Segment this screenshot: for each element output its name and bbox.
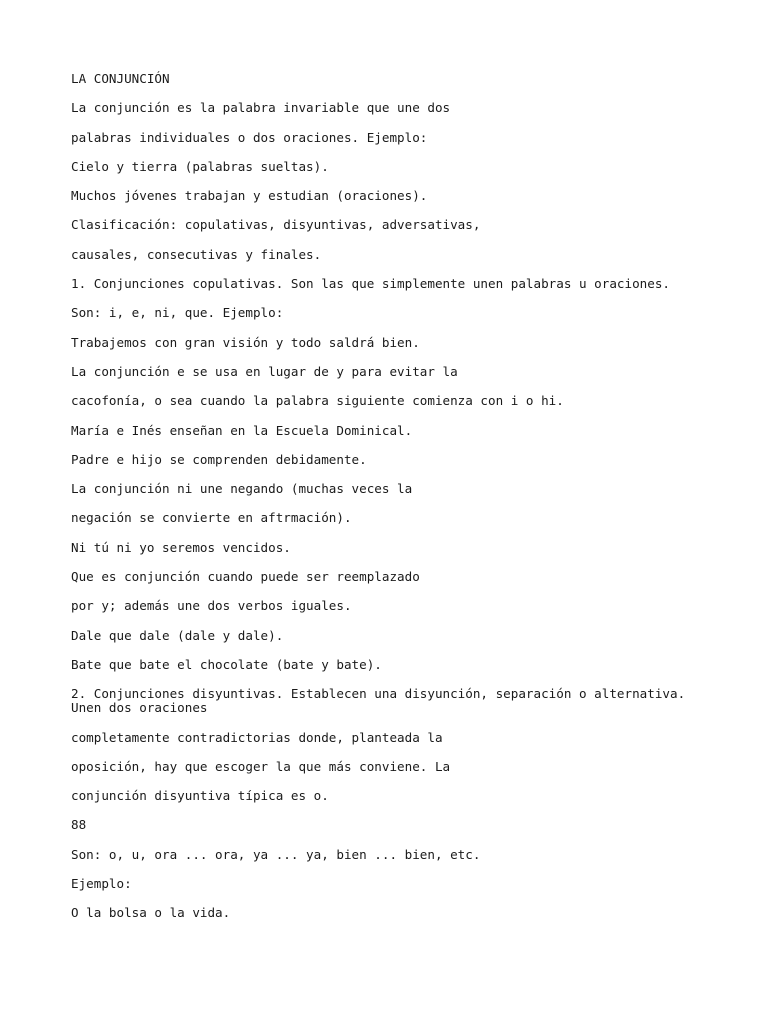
paragraph-line: palabras individuales o dos oraciones. Ejemplo: [71, 129, 428, 145]
document-heading: LA CONJUNCIÓN [71, 71, 170, 86]
paragraph-line: Ejemplo: [71, 876, 132, 892]
paragraph-line: La conjunción es la palabra invariable que une dos [71, 100, 451, 116]
paragraph-line: La conjunción ni une negando (muchas veces la [71, 481, 413, 497]
paragraph-line: negación se convierte en aftrmación). [71, 510, 352, 526]
section-heading-disyuntivas: 2. Conjunciones disyuntivas. Establecen una disyunción, separación o alternativa. Unen dos oraciones [71, 686, 686, 716]
paragraph-line: Son: o, u, ora ... ora, ya ... ya, bien ... bien, etc. [71, 846, 481, 862]
paragraph-line: La conjunción e se usa en lugar de y para evitar la [71, 363, 458, 379]
paragraph-line: O la bolsa o la vida. [71, 905, 231, 921]
document-page [71, 72, 711, 936]
paragraph-line: Que es conjunción cuando puede ser reemplazado [71, 569, 420, 585]
paragraph-line: Muchos jóvenes trabajan y estudian (oraciones). [71, 188, 428, 204]
paragraph-line: Trabajemos con gran visión y todo saldrá bien. [71, 334, 420, 350]
paragraph-line: Dale que dale (dale y dale). [71, 627, 284, 643]
paragraph-line: Cielo y tierra (palabras sueltas). [71, 158, 329, 174]
paragraph-line: Padre e hijo se comprenden debidamente. [71, 451, 367, 467]
section-heading-copulativas: 1. Conjunciones copulativas. Son las que simplemente unen palabras u oraciones. [71, 276, 670, 292]
paragraph-line: causales, consecutivas y finales. [71, 246, 322, 262]
paragraph-line: Son: i, e, ni, que. Ejemplo: [71, 305, 284, 321]
page-number: 88 [71, 817, 87, 833]
paragraph-line: Bate que bate el chocolate (bate y bate). [71, 656, 382, 672]
paragraph-line: oposición, hay que escoger la que más conviene. La [71, 758, 451, 774]
paragraph-line: María e Inés enseñan en la Escuela Dominical. [71, 422, 413, 438]
paragraph-line: completamente contradictorias donde, planteada la [71, 729, 443, 745]
paragraph-line: Clasificación: copulativas, disyuntivas, adversativas, [71, 217, 481, 233]
paragraph-line: Ni tú ni yo seremos vencidos. [71, 539, 291, 555]
paragraph-line: por y; además une dos verbos iguales. [71, 598, 352, 614]
paragraph-line: conjunción disyuntiva típica es o. [71, 788, 329, 804]
paragraph-line: cacofonía, o sea cuando la palabra siguiente comienza con i o hi. [71, 393, 564, 409]
